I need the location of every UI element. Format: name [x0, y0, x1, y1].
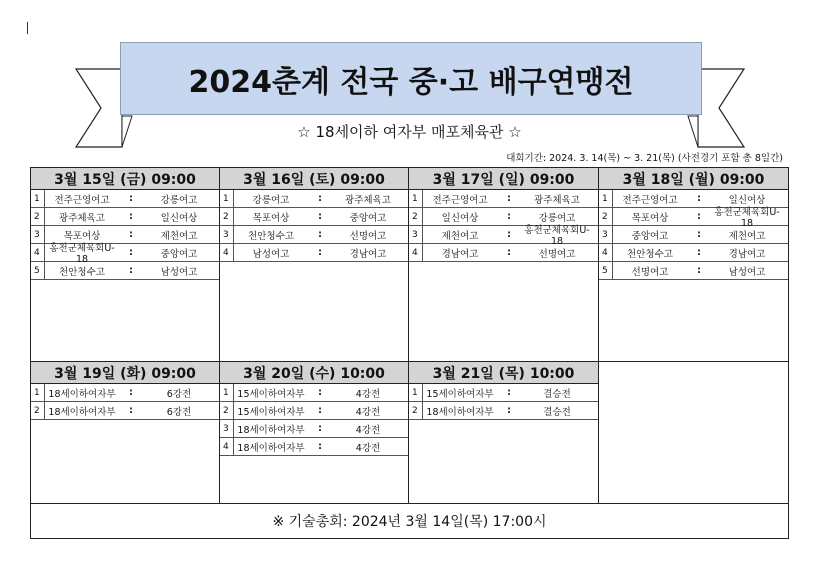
- match-number: 3: [31, 226, 45, 243]
- match-row: [409, 402, 598, 420]
- team-a: 천안청수고: [248, 230, 294, 242]
- match-number: 2: [31, 402, 45, 419]
- match-row: [31, 384, 219, 402]
- day-block: [409, 168, 599, 361]
- vs-separator: :: [697, 247, 701, 258]
- match-row: [220, 402, 408, 420]
- team-a: 천안청수고: [59, 266, 105, 278]
- match-number: 4: [409, 244, 423, 261]
- match-number: 5: [599, 262, 613, 279]
- match-row: [409, 384, 598, 402]
- match-number: 3: [599, 226, 613, 243]
- team-b: 6강전: [166, 406, 192, 418]
- day-block: [31, 362, 220, 504]
- team-b: 중앙여고: [160, 248, 198, 260]
- match-row: [599, 262, 788, 280]
- vs-separator: :: [318, 193, 322, 204]
- team-b: 강릉여고: [160, 194, 198, 206]
- match-number: 1: [220, 190, 234, 207]
- day-block: [220, 362, 409, 504]
- team-b: 결승전: [543, 388, 571, 400]
- match-row: [409, 225, 598, 247]
- match-row: [31, 190, 219, 208]
- vs-separator: :: [129, 265, 133, 276]
- team-a: 광주체육고: [59, 212, 105, 224]
- vs-separator: :: [318, 387, 322, 398]
- vs-separator: :: [697, 211, 701, 222]
- match-row: [220, 208, 408, 226]
- match-number: 1: [599, 190, 613, 207]
- vs-separator: :: [507, 193, 511, 204]
- day-block: [220, 168, 409, 361]
- vs-separator: :: [507, 247, 511, 258]
- team-b: 일신여상: [160, 212, 198, 224]
- day-header: 3월 18일 (월) 09:00: [599, 168, 788, 190]
- vs-separator: :: [129, 405, 133, 416]
- match-row: [220, 438, 408, 456]
- team-a: 선명여고: [631, 266, 669, 278]
- team-a: 18세이하여자부: [237, 442, 305, 454]
- match-row: [599, 244, 788, 262]
- team-a: 15세이하여자부: [426, 388, 494, 400]
- team-b: 제천여고: [160, 230, 198, 242]
- team-a: 목포여상: [631, 212, 669, 224]
- day-block: [409, 362, 599, 504]
- vs-separator: :: [129, 229, 133, 240]
- team-a: 전주근영여고: [432, 194, 488, 206]
- vs-separator: :: [129, 211, 133, 222]
- schedule-grid: [30, 167, 789, 504]
- team-b: 선명여고: [349, 230, 387, 242]
- vs-separator: :: [129, 387, 133, 398]
- team-a: 강릉여고: [252, 194, 290, 206]
- match-number: 3: [220, 226, 234, 243]
- vs-separator: :: [697, 193, 701, 204]
- match-number: 4: [31, 244, 45, 261]
- vs-separator: :: [318, 423, 322, 434]
- match-row: [31, 402, 219, 420]
- team-b: 4강전: [355, 424, 381, 436]
- day-header: 3월 16일 (토) 09:00: [220, 168, 408, 190]
- match-row: [31, 262, 219, 280]
- team-a: 경남여고: [441, 248, 479, 260]
- match-number: 1: [220, 384, 234, 401]
- title-banner: [120, 42, 702, 115]
- match-row: [31, 208, 219, 226]
- day-header: 3월 20일 (수) 10:00: [220, 362, 408, 384]
- match-row: [599, 226, 788, 244]
- match-row: [409, 244, 598, 262]
- team-a: 18세이하여자부: [426, 406, 494, 418]
- team-a: 일신여상: [441, 212, 479, 224]
- match-row: [31, 243, 219, 265]
- team-b: 제천여고: [728, 230, 766, 242]
- team-b: 중앙여고: [349, 212, 387, 224]
- day-header: 3월 21일 (목) 10:00: [409, 362, 598, 384]
- match-row: [220, 190, 408, 208]
- team-b: 남성여고: [160, 266, 198, 278]
- team-a: 18세이하여자부: [48, 388, 116, 400]
- vs-separator: :: [697, 229, 701, 240]
- vs-separator: :: [507, 405, 511, 416]
- day-header: 3월 17일 (일) 09:00: [409, 168, 598, 190]
- match-row: [220, 384, 408, 402]
- team-b: 6강전: [166, 388, 192, 400]
- match-number: 2: [409, 208, 423, 225]
- match-number: 2: [409, 402, 423, 419]
- match-row: [220, 420, 408, 438]
- vs-separator: :: [129, 193, 133, 204]
- text-cursor: [27, 22, 28, 34]
- team-a: 홍천군체육회U-18: [49, 243, 115, 265]
- vs-separator: :: [318, 247, 322, 258]
- day-block: [31, 168, 220, 361]
- team-b: 일신여상: [728, 194, 766, 206]
- match-row: [409, 190, 598, 208]
- match-number: 1: [31, 190, 45, 207]
- team-b: 4강전: [355, 406, 381, 418]
- team-b: 광주체육고: [345, 194, 391, 206]
- team-b: 결승전: [543, 406, 571, 418]
- match-number: 5: [31, 262, 45, 279]
- match-number: 2: [220, 208, 234, 225]
- vs-separator: :: [318, 405, 322, 416]
- subtitle: ☆ 18세이하 여자부 매포체육관 ☆: [297, 123, 522, 141]
- team-b: 선명여고: [538, 248, 576, 260]
- technical-meeting-note: ※ 기술총회: 2024년 3월 14일(목) 17:00시: [30, 503, 789, 539]
- vs-separator: :: [318, 229, 322, 240]
- team-a: 제천여고: [441, 230, 479, 242]
- vs-separator: :: [318, 211, 322, 222]
- match-number: 4: [220, 438, 234, 455]
- match-number: 4: [599, 244, 613, 261]
- match-number: 4: [220, 244, 234, 261]
- team-b: 경남여고: [349, 248, 387, 260]
- team-b: 강릉여고: [538, 212, 576, 224]
- match-number: 1: [409, 190, 423, 207]
- team-a: 15세이하여자부: [237, 388, 305, 400]
- team-a: 18세이하여자부: [48, 406, 116, 418]
- match-number: 1: [409, 384, 423, 401]
- vs-separator: :: [507, 229, 511, 240]
- match-number: 2: [220, 402, 234, 419]
- team-b: 남성여고: [728, 266, 766, 278]
- vs-separator: :: [507, 211, 511, 222]
- team-a: 남성여고: [252, 248, 290, 260]
- team-b: 홍천군체육회U-18: [714, 207, 780, 229]
- match-number: 3: [409, 226, 423, 243]
- team-a: 15세이하여자부: [237, 406, 305, 418]
- match-number: 2: [31, 208, 45, 225]
- team-a: 목포여상: [252, 212, 290, 224]
- team-a: 전주근영여고: [622, 194, 678, 206]
- team-a: 목포여상: [63, 230, 101, 242]
- day-header: 3월 19일 (화) 09:00: [31, 362, 219, 384]
- team-b: 홍천군체육회U-18: [524, 225, 590, 247]
- match-number: 3: [220, 420, 234, 437]
- vs-separator: :: [697, 265, 701, 276]
- team-a: 전주근영여고: [54, 194, 110, 206]
- team-b: 경남여고: [728, 248, 766, 260]
- day-block: [599, 168, 788, 361]
- match-number: 2: [599, 208, 613, 225]
- match-row: [220, 244, 408, 262]
- vs-separator: :: [318, 441, 322, 452]
- page-title: 2024춘계 전국 중·고 배구연맹전: [188, 64, 634, 100]
- empty-cell: [599, 362, 788, 504]
- team-b: 광주체육고: [534, 194, 580, 206]
- team-a: 18세이하여자부: [237, 424, 305, 436]
- match-row: [599, 207, 788, 229]
- team-b: 4강전: [355, 388, 381, 400]
- team-a: 천안청수고: [627, 248, 673, 260]
- day-header: 3월 15일 (금) 09:00: [31, 168, 219, 190]
- tournament-period: 대회기간: 2024. 3. 14(목) ~ 3. 21(목) (사전경기 포함 총 8일간): [506, 153, 783, 164]
- team-b: 4강전: [355, 442, 381, 454]
- match-row: [220, 226, 408, 244]
- team-a: 중앙여고: [631, 230, 669, 242]
- vs-separator: :: [129, 247, 133, 258]
- match-number: 1: [31, 384, 45, 401]
- vs-separator: :: [507, 387, 511, 398]
